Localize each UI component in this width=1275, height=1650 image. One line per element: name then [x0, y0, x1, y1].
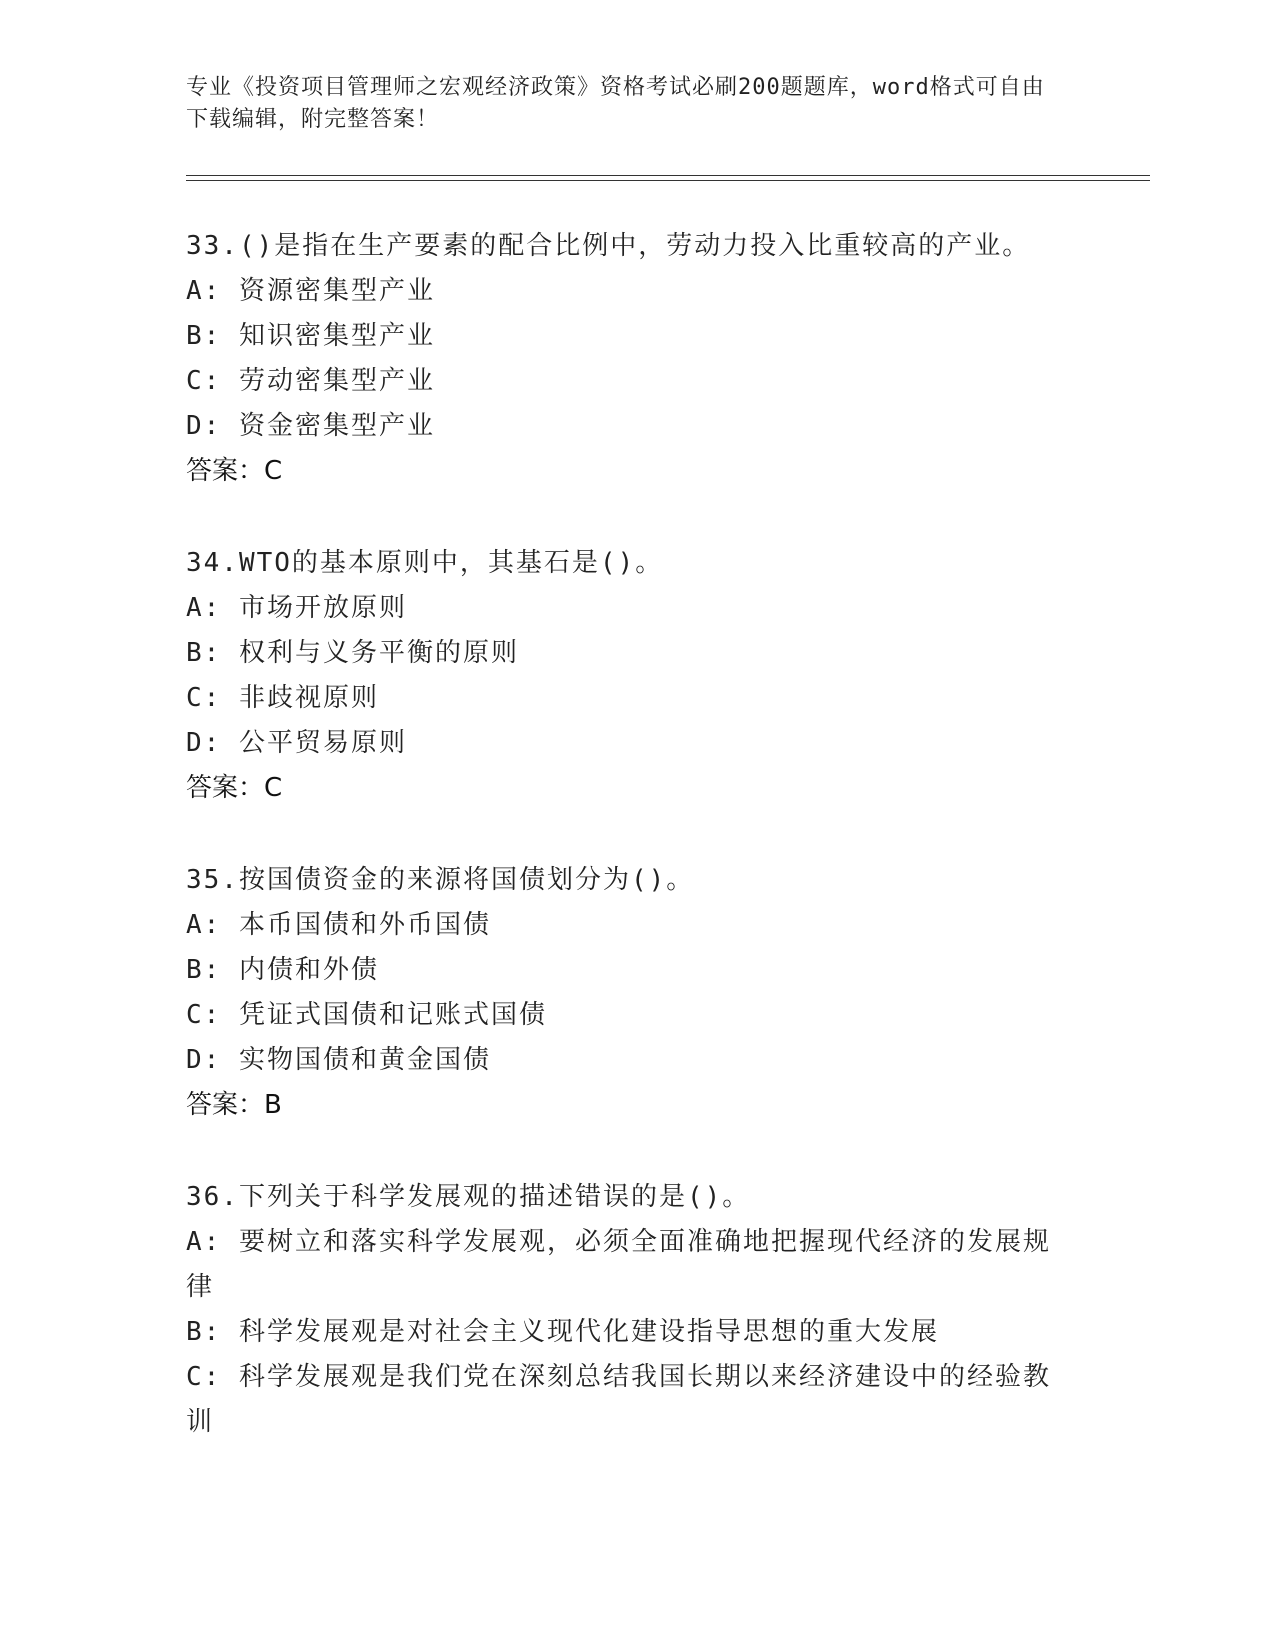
question-stem: 33.()是指在生产要素的配合比例中，劳动力投入比重较高的产业。 — [186, 231, 1031, 261]
question-stem: 35.按国债资金的来源将国债划分为()。 — [186, 865, 695, 895]
option-a: A: 要树立和落实科学发展观，必须全面准确地把握现代经济的发展规律 — [186, 1227, 1051, 1302]
header-divider-bottom — [186, 180, 1150, 181]
question-block — [186, 541, 1066, 811]
option-d: D: 公平贸易原则 — [186, 728, 407, 758]
option-b: B: 权利与义务平衡的原则 — [186, 638, 519, 668]
question-block — [186, 1175, 1066, 1445]
question-block — [186, 858, 1066, 1128]
option-d: D: 资金密集型产业 — [186, 411, 435, 441]
answer-text: 答案：C — [186, 773, 283, 803]
answer-text: 答案：C — [186, 456, 283, 486]
option-b: B: 科学发展观是对社会主义现代化建设指导思想的重大发展 — [186, 1317, 939, 1347]
question-block — [186, 224, 1066, 494]
option-c: C: 凭证式国债和记账式国债 — [186, 1000, 547, 1030]
question-stem: 34.WTO的基本原则中，其基石是()。 — [186, 548, 664, 578]
answer-text: 答案：B — [186, 1090, 282, 1120]
option-d: D: 实物国债和黄金国债 — [186, 1045, 491, 1075]
option-c: C: 劳动密集型产业 — [186, 366, 435, 396]
option-a: A: 市场开放原则 — [186, 593, 407, 623]
option-b: B: 知识密集型产业 — [186, 321, 435, 351]
option-c: C: 科学发展观是我们党在深刻总结我国长期以来经济建设中的经验教训 — [186, 1362, 1051, 1437]
header-divider-top — [186, 175, 1150, 176]
question-stem: 36.下列关于科学发展观的描述错误的是()。 — [186, 1182, 751, 1212]
option-b: B: 内债和外债 — [186, 955, 379, 985]
option-c: C: 非歧视原则 — [186, 683, 379, 713]
option-a: A: 资源密集型产业 — [186, 276, 435, 306]
document-header: 专业《投资项目管理师之宏观经济政策》资格考试必刷200题题库，word格式可自由下载编辑，附完整答案！ — [186, 75, 1045, 132]
option-a: A: 本币国债和外币国债 — [186, 910, 491, 940]
